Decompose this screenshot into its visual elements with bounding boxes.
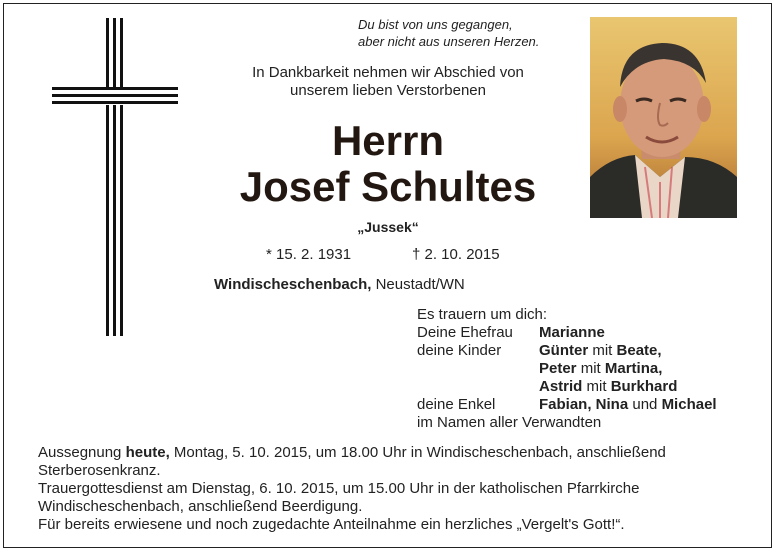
quote-line-2: aber nicht aus unseren Herzen.: [358, 34, 540, 49]
salutation: Herrn: [331, 117, 445, 164]
portrait-illustration: [590, 17, 737, 218]
cross-vertical-beam: [106, 18, 124, 336]
portrait-photo: [590, 17, 737, 218]
mass-line: Trauergottesdienst am Dienstag, 6. 10. 2015, um 15.00 Uhr in der katholischen Pfarrkirche: [38, 480, 640, 497]
mourners-heading: Es trauern um dich:: [417, 306, 548, 323]
child-entry: Peter mit Martina,: [539, 360, 663, 377]
intro-text: [200, 64, 576, 100]
deceased-name: Josef Schultes: [239, 163, 537, 210]
residence-district: Neustadt/WN: [371, 276, 465, 293]
rosary-line: Sterberosenkranz.: [38, 462, 161, 479]
child-entry: Astrid mit Burkhard: [539, 378, 678, 395]
service-details: [38, 444, 748, 534]
grandchildren-names: Fabian, Nina und Michael: [539, 396, 717, 413]
birth-date: * 15. 2. 1931: [266, 246, 352, 263]
death-date: † 2. 10. 2015: [412, 246, 500, 263]
intro-line-2: unserem lieben Verstorbenen: [290, 82, 486, 99]
spouse-name: Marianne: [539, 324, 605, 341]
nickname: „Jussek“: [357, 219, 419, 235]
thanks-line: Für bereits erwiesene und noch zugedachte Anteilnahme ein herzliches „Vergelt's Gott!“.: [38, 516, 625, 533]
spouse-label: Deine Ehefrau: [417, 324, 513, 341]
children-label: deine Kinder: [417, 342, 502, 359]
child-entry: Günter mit Beate,: [539, 342, 662, 359]
residence-town: Windischeschenbach,: [214, 276, 372, 293]
relatives-text: im Namen aller Verwandten: [417, 414, 602, 431]
cross-horizontal-beam: [52, 87, 178, 105]
grandchildren-label: deine Enkel: [417, 396, 496, 413]
burial-line: Windischeschenbach, anschließend Beerdigung.: [38, 498, 363, 515]
memorial-quote: [358, 16, 539, 50]
blessing-line: Aussegnung heute, Montag, 5. 10. 2015, um 18.00 Uhr in Windischeschenbach, anschließend: [38, 444, 666, 461]
intro-line-1: In Dankbarkeit nehmen wir Abschied von: [252, 64, 524, 81]
residence: [214, 276, 465, 293]
quote-line-1: Du bist von uns gegangen,: [358, 17, 513, 32]
